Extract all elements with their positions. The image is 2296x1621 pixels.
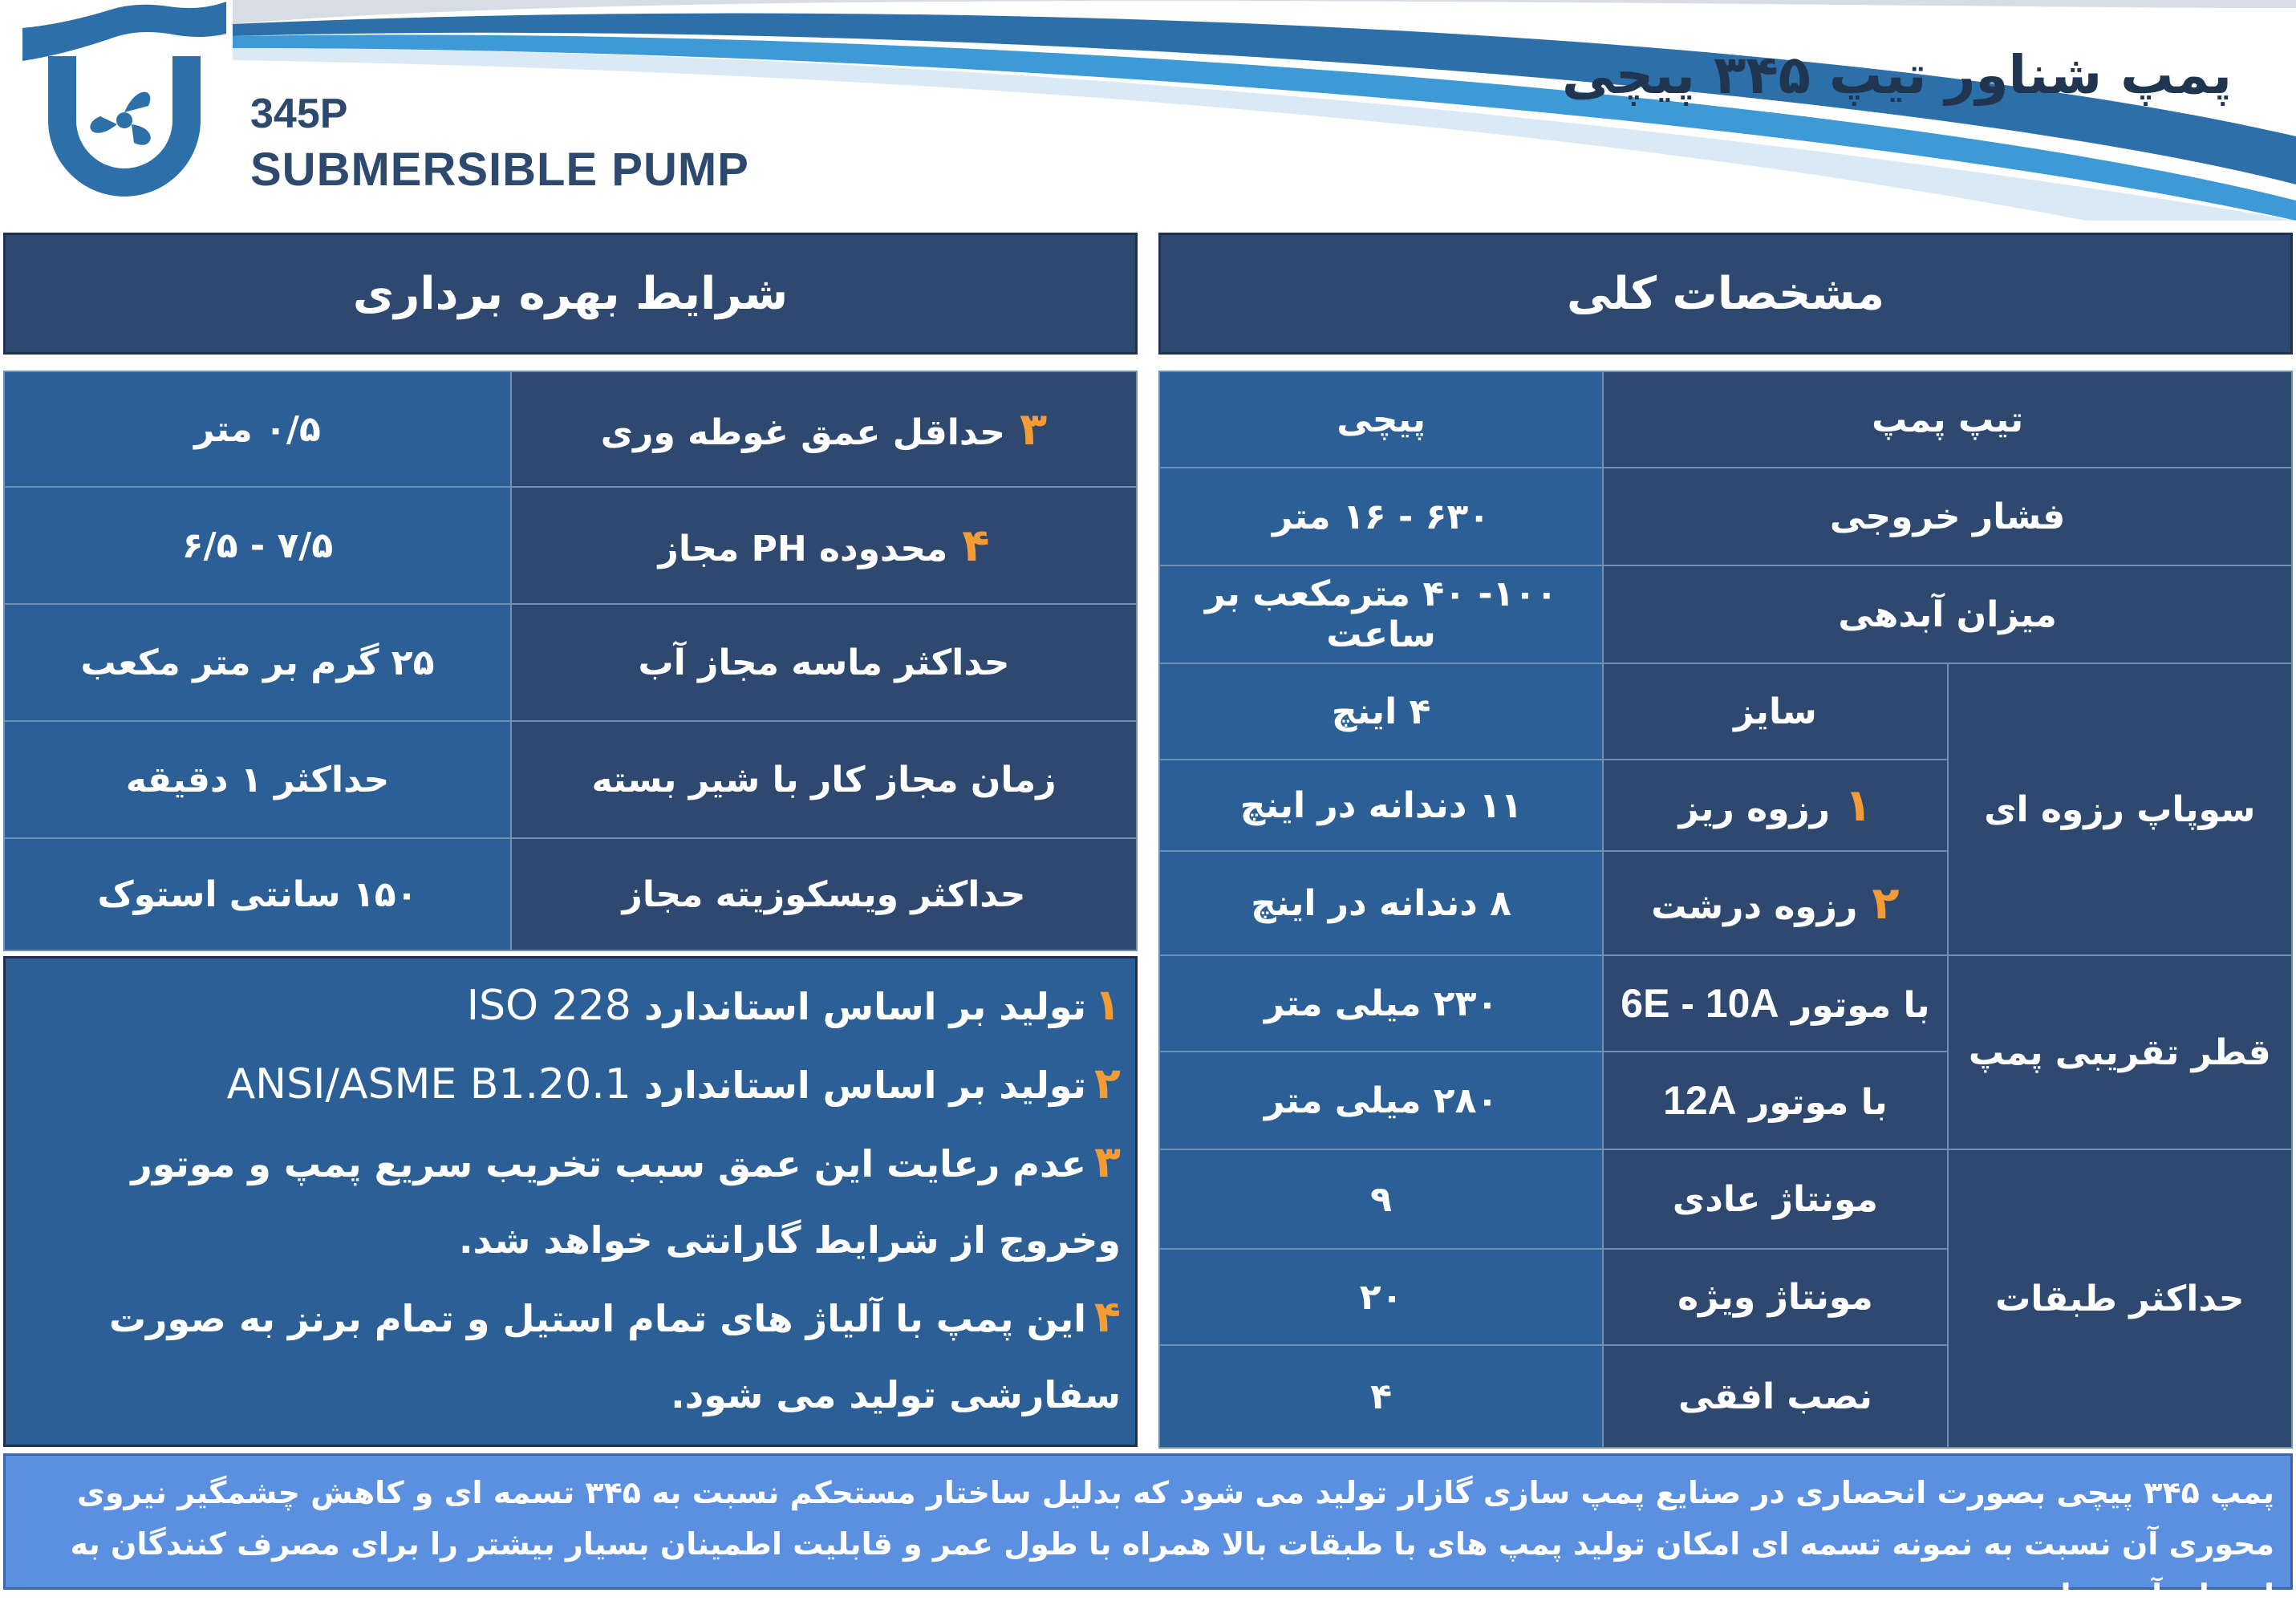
note-item: ۴این پمپ با آلیاژ های تمام استیل و تمام برنز به صورت سفارشی تولید می شود. — [108, 1291, 1121, 1416]
company-logo — [16, 0, 233, 209]
fine-thread-label: ۱رزوه ریز — [1603, 760, 1947, 851]
row-value: ۲۵ گرم بر متر مکعب — [4, 604, 511, 721]
normal-assembly-value: ۹ — [1159, 1149, 1603, 1249]
notes-box — [3, 956, 1138, 1447]
row-label: ۳حداقل عمق غوطه وری — [511, 371, 1137, 487]
coarse-thread-value: ۸ دندانه در اینچ — [1159, 851, 1603, 955]
special-assembly-value: ۲۰ — [1159, 1249, 1603, 1345]
model-name: SUBMERSIBLE PUMP — [250, 144, 749, 196]
pressure-label: فشار خروجی — [1603, 468, 2292, 565]
model-code: 345P — [250, 91, 348, 137]
operating-conditions-title: شرایط بهره برداری — [352, 267, 789, 320]
table-row — [1159, 468, 2292, 565]
general-specs-header — [1158, 233, 2293, 355]
pump-type-label: تیپ پمپ — [1603, 371, 2292, 468]
fine-thread-value: ۱۱ دندانه در اینچ — [1159, 760, 1603, 851]
table-row — [4, 721, 1137, 838]
diameter-group-label: قطر تقریبی پمپ — [1948, 955, 2292, 1149]
note-item: ۳عدم رعایت این عمق سبب تخریب سریع پمپ و موتور وخروج از شرایط گارانتی خواهد شد. — [131, 1137, 1121, 1262]
row-value: ۱۵۰ سانتی استوک — [4, 838, 511, 950]
horizontal-install-label: نصب افقی — [1603, 1345, 1947, 1448]
footer-description: پمپ ۳۴۵ پیچی بصورت انحصاری در صنایع پمپ سازی گازار تولید می شود که بدلیل ساختار مستحکم نسبت به ۳۴۵ تسمه ای و کاهش چشمگیر نیروی محوری آن نسبت به نمونه تسمه ای امکان تولید پمپ های با طبقات بالا همراه با طول عمر و قابلیت اطمینان بسیار بیشتر را برای مصرف کنندگان به ارمغان آورده است. — [3, 1453, 2293, 1590]
coarse-thread-label: ۲رزوه درشت — [1603, 851, 1947, 955]
page-title: پمپ شناور تیپ ۳۴۵ پیچی — [1562, 44, 2232, 106]
motor2-value: ۲۸۰ میلی متر — [1159, 1052, 1603, 1149]
table-row — [1159, 565, 2292, 663]
stages-group-label: حداکثر طبقات — [1948, 1149, 2292, 1448]
row-value: حداکثر ۱ دقیقه — [4, 721, 511, 838]
size-label: سایز — [1603, 663, 1947, 760]
table-row — [1159, 955, 2292, 1052]
table-row — [1159, 663, 2292, 760]
row-label: حداکثر ماسه مجاز آب — [511, 604, 1137, 721]
flow-label: میزان آبدهی — [1603, 565, 2292, 663]
normal-assembly-label: مونتاژ عادی — [1603, 1149, 1947, 1249]
flow-value: ۱۰۰- ۴۰ مترمکعب بر ساعت — [1159, 565, 1603, 663]
operating-conditions-header — [3, 233, 1138, 355]
note-item: ۱تولید بر اساس استاندارد ISO 228 — [466, 979, 1121, 1030]
pump-type-value: پیچی — [1159, 371, 1603, 468]
table-row — [1159, 1149, 2292, 1249]
valve-group-label: سوپاپ رزوه ای — [1948, 663, 2292, 955]
table-row — [4, 371, 1137, 487]
pressure-value: ۶۳۰ - ۱۶ متر — [1159, 468, 1603, 565]
motor2-label: با موتور 12A — [1603, 1052, 1947, 1149]
motor1-value: ۲۳۰ میلی متر — [1159, 955, 1603, 1052]
note-item: ۲تولید بر اساس استاندارد ANSI/ASME B1.20.1 — [226, 1058, 1121, 1108]
page-header — [0, 0, 2296, 221]
table-row — [4, 487, 1137, 604]
general-specs-title: مشخصات کلی — [1566, 267, 1885, 320]
table-row — [4, 838, 1137, 950]
row-label: ۴محدوده PH مجاز — [511, 487, 1137, 604]
special-assembly-label: مونتاژ ویژه — [1603, 1249, 1947, 1345]
row-label: زمان مجاز کار با شیر بسته — [511, 721, 1137, 838]
horizontal-install-value: ۴ — [1159, 1345, 1603, 1448]
row-value: ۷/۵ - ۶/۵ — [4, 487, 511, 604]
motor1-label: با موتور 6E - 10A — [1603, 955, 1947, 1052]
table-row — [4, 604, 1137, 721]
row-label: حداکثر ویسکوزیته مجاز — [511, 838, 1137, 950]
operating-conditions-table — [3, 371, 1138, 951]
row-value: ۰/۵ متر — [4, 371, 511, 487]
table-row — [1159, 371, 2292, 468]
general-specs-table — [1158, 371, 2293, 1449]
size-value: ۴ اینچ — [1159, 663, 1603, 760]
